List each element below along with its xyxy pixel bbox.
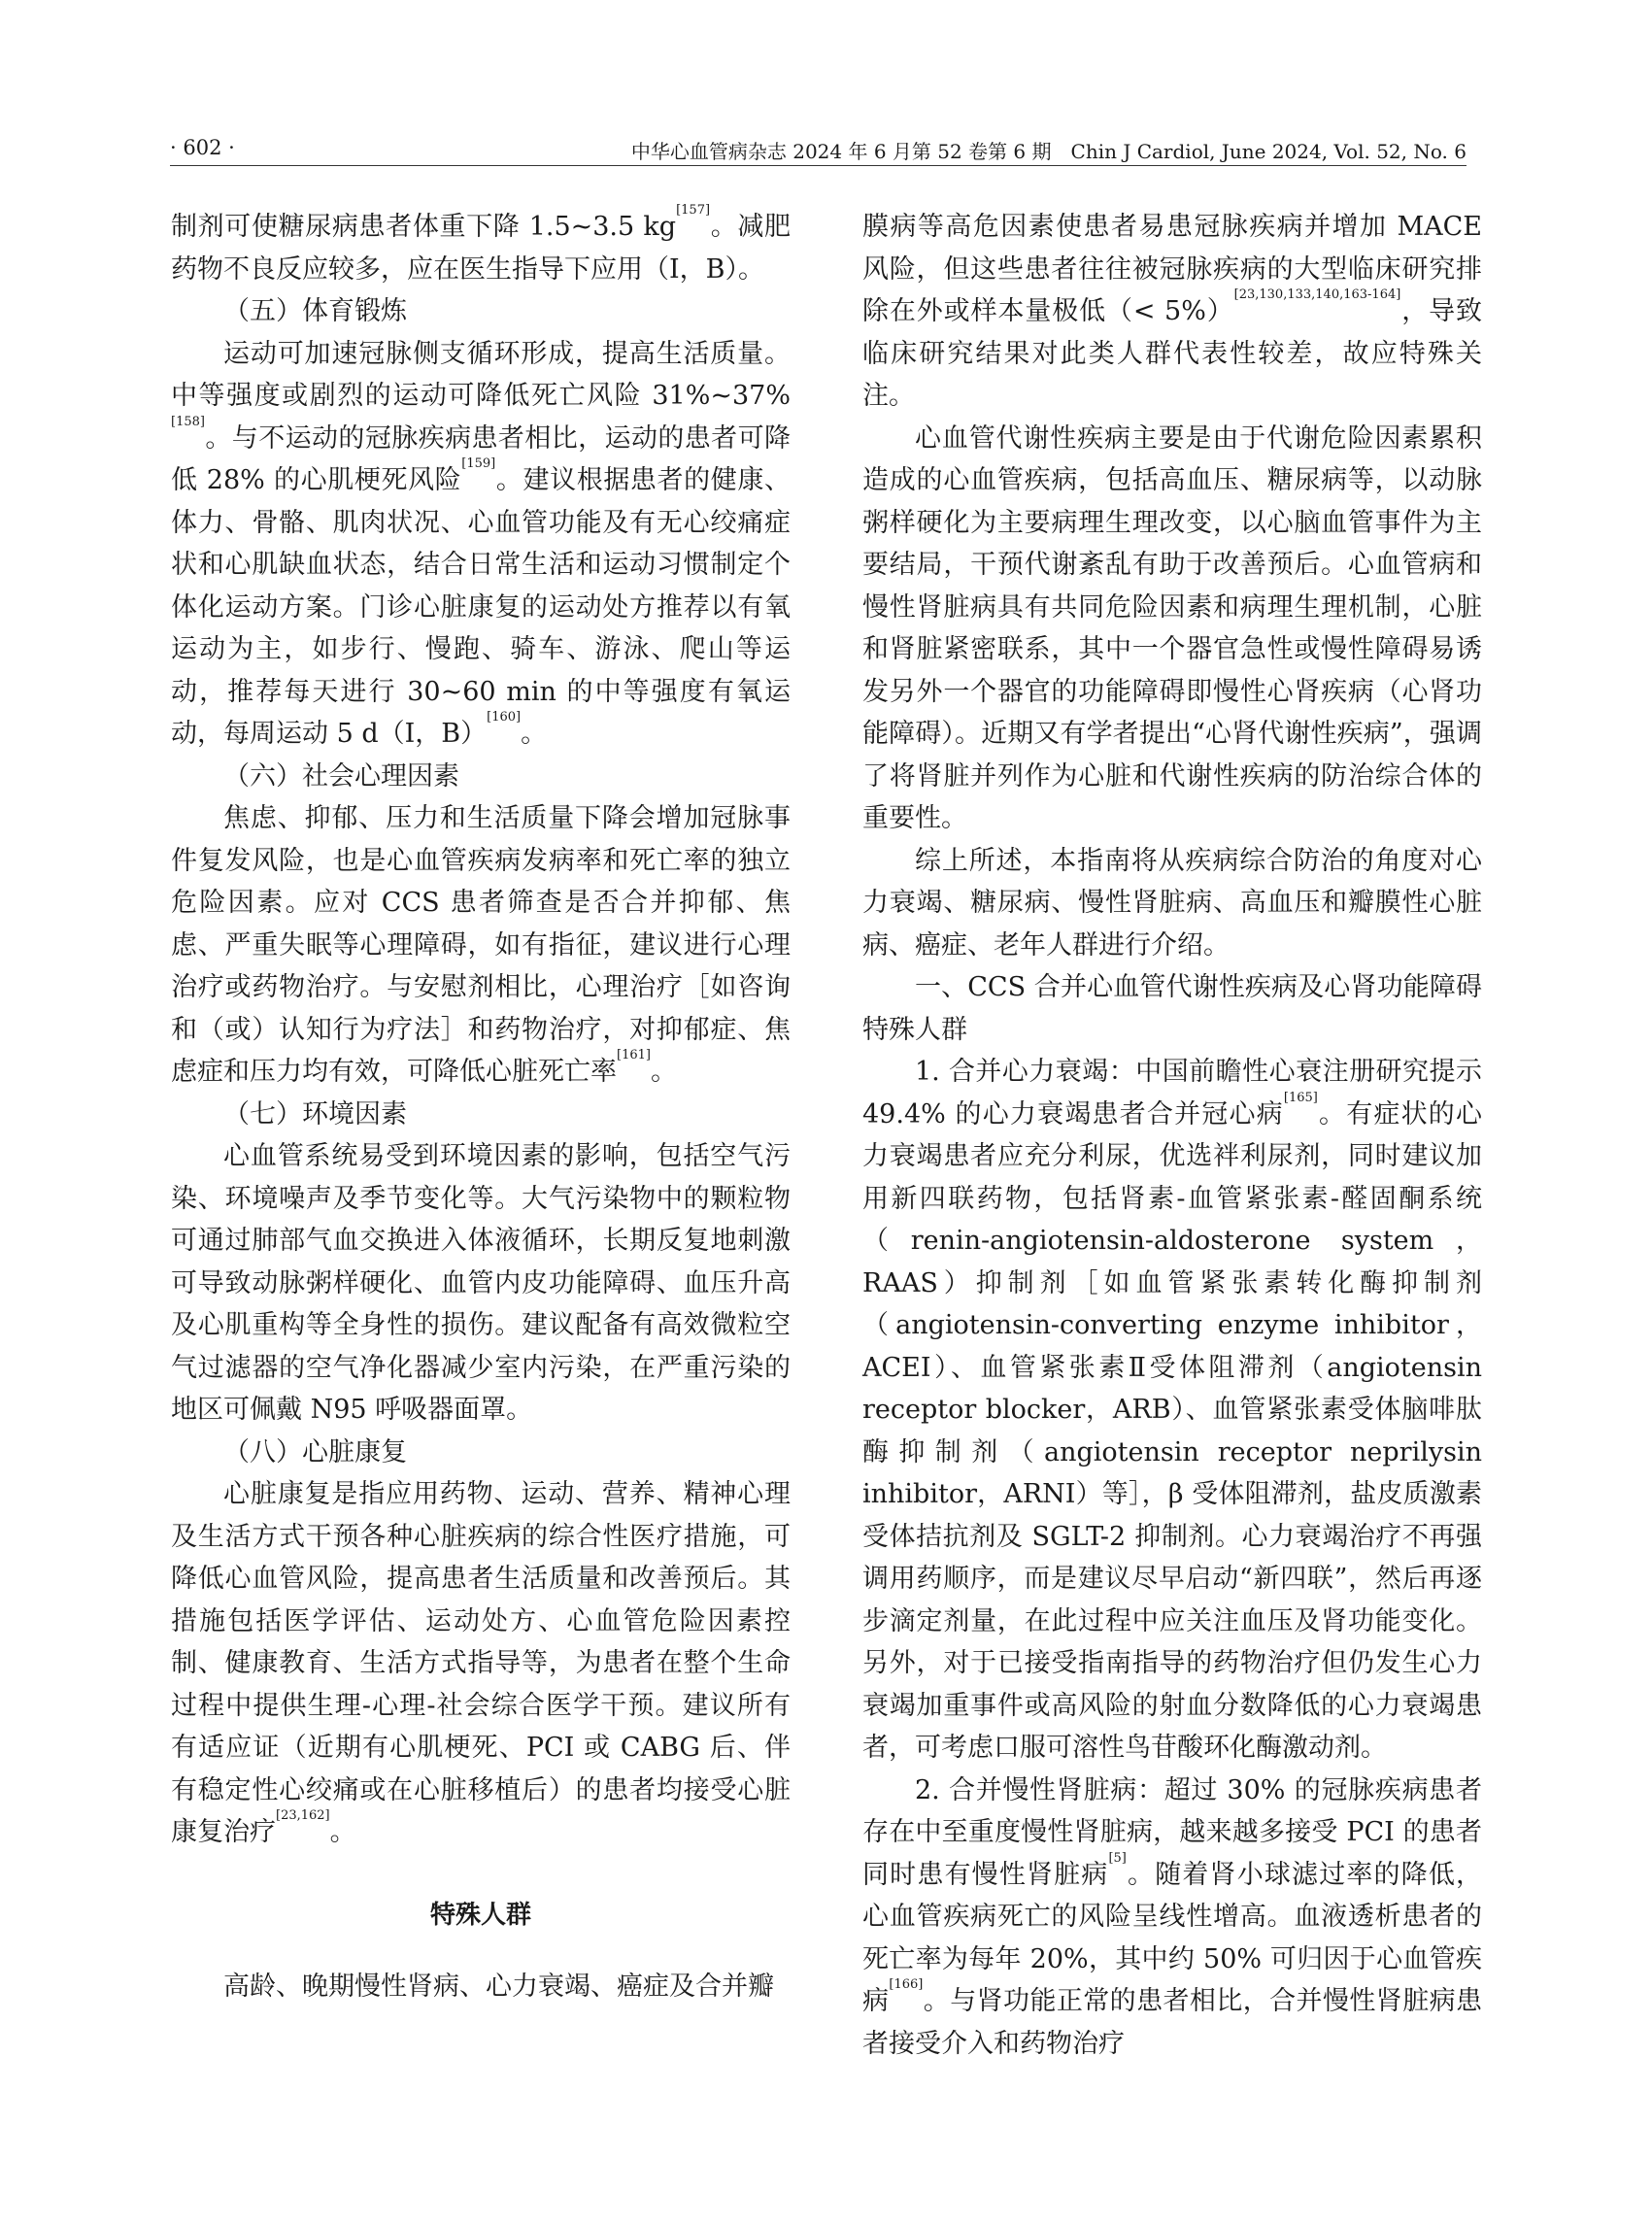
reference: [158] <box>171 414 205 429</box>
reference: [157] <box>676 203 711 218</box>
right-column <box>862 206 1482 2065</box>
subheading-psychosocial: （六）社会心理因素 <box>223 760 459 792</box>
paragraph: 心脏康复是指应用药物、运动、营养、精神心理及生活方式干预各种心脏疾病的综合性医疗措施，可降低心血管风险，提高患者生活质量和改善预后。其措施包括医学评估、运动处方、心血管危险因素控制、健康教育、生活方式指导等，为患者在整个生命过程中提供生理-心理-社会综合医学干预。建议所有有适应证（近期有心肌梗死、PCI 或 CABG 后、伴有稳定性心绞痛或在心脏移植后）的患者均接受心脏康复治疗[23,162]。 <box>171 1479 791 1847</box>
paragraph: 心血管代谢性疾病主要是由于代谢危险因素累积造成的心血管疾病，包括高血压、糖尿病等，以动脉粥样硬化为主要病理生理改变，以心脑血管事件为主要结局，干预代谢紊乱有助于改善预后。心血管病和慢性肾脏病具有共同危险因素和病理生理机制，心脏和肾脏紧密联系，其中一个器官急性或慢性障碍易诱发另外一个器官的功能障碍即慢性心肾疾病（心肾功能障碍）。近期又有学者提出“心肾代谢性疾病”，强调了将肾脏并列作为心脏和代谢性疾病的防治综合体的重要性。 <box>862 422 1482 833</box>
subheading-cardiac-rehab: （八）心脏康复 <box>223 1436 407 1467</box>
subheading-exercise: （五）体育锻炼 <box>223 296 407 326</box>
reference: [159] <box>461 456 496 471</box>
reference: [161] <box>617 1048 651 1062</box>
page-number: · 602 · <box>170 136 235 159</box>
reference: [166] <box>889 1977 924 1992</box>
left-column <box>171 203 792 2007</box>
reference: [160] <box>487 710 522 725</box>
reference: [23,130,133,140,163-164] <box>1233 287 1401 302</box>
reference: [165] <box>1283 1090 1318 1105</box>
reference: [5] <box>1108 1850 1127 1866</box>
paragraph: 1. 合并心力衰竭：中国前瞻性心衰注册研究提示 49.4% 的心力衰竭患者合并冠心病[165]。有症状的心力衰竭患者应充分利尿，优选袢利尿剂，同时建议加用新四联药物，包括肾素-血管紧张素-醛固酮系统（renin-angiotensin-aldosterone system，RAAS）抑制剂［如血管紧张素转化酶抑制剂（angiotensin-converting enzyme inhibitor，ACEI）、血管紧张素Ⅱ受体阻滞剂（angiotensin receptor blocker，ARB）、血管紧张素受体脑啡肽酶抑制剂（angiotensin receptor neprilysin inhibitor，ARNI）等］，β 受体阻滞剂，盐皮质激素受体拮抗剂及 SGLT-2 抑制剂。心力衰竭治疗不再强调用药顺序，而是建议尽早启动“新四联”，然后再逐步滴定剂量，在此过程中应关注血压及肾功能变化。另外，对于已接受指南指导的药物治疗但仍发生心力衰竭加重事件或高风险的射血分数降低的心力衰竭患者，可考虑口服可溶性鸟苷酸环化酶激动剂。 <box>862 1057 1483 1763</box>
section-title: 特殊人群 <box>429 1900 531 1930</box>
paragraph: 运动可加速冠脉侧支循环形成，提高生活质量。中等强度或剧烈的运动可降低死亡风险 31%~37%[158]。与不运动的冠脉疾病患者相比，运动的患者可降低 28% 的心肌梗死风险[159]。建议根据患者的健康、体力、骨骼、肌肉状况、心血管功能及有无心绞痛症状和心肌缺血状态，结合日常生活和运动习惯制定个体化运动方案。门诊心脏康复的运动处方推荐以有氧运动为主，如步行、慢跑、骑车、游泳、爬山等运动，推荐每天进行 30~60 min 的中等强度有氧运动，每周运动 5 d（Ⅰ，B）[160]。 <box>171 338 791 749</box>
subheading-ccs-cardiometabolic: 一、CCS 合并心血管代谢性疾病及心肾功能障碍特殊人群 <box>862 972 1482 1045</box>
paragraph: 2. 合并慢性肾脏病：超过 30% 的冠脉疾病患者存在中至重度慢性肾脏病，越来越多接受 PCI 的患者同时患有慢性肾脏病[5]。随着肾小球滤过率的降低，心血管疾病死亡的风险呈线性增高。血液透析患者的死亡率为每年 20%，其中约 50% 可归因于心血管疾病[166]。与肾功能正常的患者相比，合并慢性肾脏病患者接受介入和药物治疗 <box>862 1774 1483 2059</box>
paragraph: 心血管系统易受到环境因素的影响，包括空气污染、环境噪声及季节变化等。大气污染物中的颗粒物可通过肺部气血交换进入体液循环，长期反复地刺激可导致动脉粥样硬化、血管内皮功能障碍、血压升高及心肌重构等全身性的损伤。建议配备有高效微粒空气过滤器的空气净化器减少室内污染，在严重污染的地区可佩戴 N95 呼吸器面罩。 <box>171 1141 791 1425</box>
paragraph: 制剂可使糖尿病患者体重下降 1.5~3.5 kg[157]。减肥药物不良反应较多，应在医生指导下应用（Ⅰ，B）。 <box>171 203 792 285</box>
reference: [23,162] <box>276 1808 330 1823</box>
journal-citation: 中华心血管病杂志 2024 年 6 月第 52 卷第 6 期 Chin J Cardiol, June 2024, Vol. 52, No. 6 <box>630 140 1467 163</box>
subheading-environment: （七）环境因素 <box>223 1098 407 1129</box>
paragraph: 膜病等高危因素使患者易患冠脉疾病并增加 MACE 风险，但这些患者往往被冠脉疾病的大型临床研究排除在外或样本量极低（< 5%）[23,130,133,140,163-164]，导致临床研究结果对此类人群代表性较差，故应特殊关注。 <box>862 212 1483 411</box>
paragraph: 焦虑、抑郁、压力和生活质量下降会增加冠脉事件复发风险，也是心血管疾病发病率和死亡率的独立危险因素。应对 CCS 患者筛查是否合并抑郁、焦虑、严重失眠等心理障碍，如有指征，建议进行心理治疗或药物治疗。与安慰剂相比，心理治疗［如咨询和（或）认知行为疗法］和药物治疗，对抑郁症、焦虑症和压力均有效，可降低心脏死亡率[161]。 <box>171 803 791 1087</box>
page-header <box>170 132 1467 166</box>
paragraph: 综上所述，本指南将从疾病综合防治的角度对心力衰竭、糖尿病、慢性肾脏病、高血压和瓣膜性心脏病、癌症、老年人群进行介绍。 <box>862 845 1482 961</box>
paragraph: 高龄、晚期慢性肾病、心力衰竭、癌症及合并瓣 <box>223 1971 774 2002</box>
